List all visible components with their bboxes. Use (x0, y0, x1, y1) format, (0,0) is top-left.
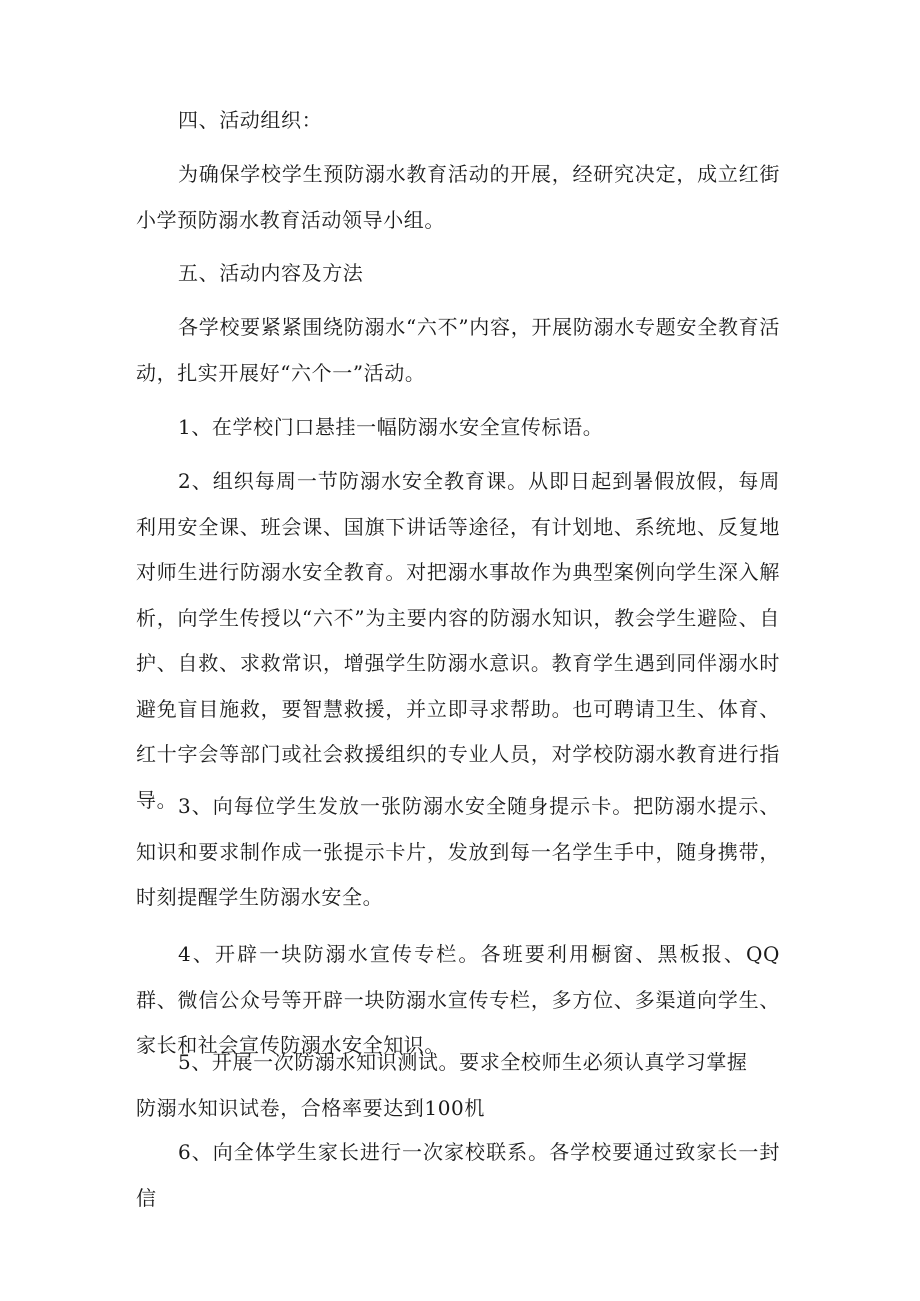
paragraph-leadership-group: 为确保学校学生预防溺水教育活动的开展，经研究决定，成立红街小学预防溺水教育活动领导小组。 (136, 162, 780, 232)
list-item-4-bulletin-board: 4、开辟一块防溺水宣传专栏。各班要利用橱窗、黑板报、QQ群、微信公众号等开辟一块防溺水宣传专栏，多方位、多渠道向学生、家长和社会宣传防溺水安全知识。 (136, 942, 780, 1057)
list-item-6-home-school-contact: 6、向全体学生家长进行一次家校联系。各学校要通过致家长一封信 (136, 1140, 780, 1210)
list-item-1-slogan: 1、在学校门口悬挂一幅防溺水安全宣传标语。 (178, 415, 604, 439)
list-item-5-line-1: 5、开展一次防溺水知识测试。要求全校师生必须认真学习掌握 (178, 1050, 748, 1074)
paragraph-six-no-six-one: 各学校要紧紧围绕防溺水“六不”内容，开展防溺水专题安全教育活动，扎实开展好“六个一”活动。 (136, 315, 780, 385)
list-item-5-knowledge-test (136, 1040, 780, 1131)
list-item-2-weekly-class: 2、组织每周一节防溺水安全教育课。从即日起到暑假放假，每周利用安全课、班会课、国旗下讲话等途径，有计划地、系统地、反复地对师生进行防溺水安全教育。对把溺水事故作为典型案例向学生深入解析，向学生传授以“六不”为主要内容的防溺水知识，教会学生避险、自护、自救、求救常识，增强学生防溺水意识。教育学生遇到同伴溺水时避免盲目施救，要智慧救援，并立即寻求帮助。也可聘请卫生、体育、红十字会等部门或社会救援组织的专业人员，对学校防溺水教育进行指导。 (136, 469, 780, 812)
section-heading-activity-organization: 四、活动组织： (178, 108, 323, 132)
list-item-5-line-2: 防溺水知识试卷，合格率要达到100机 (136, 1095, 485, 1120)
section-heading-content-methods: 五、活动内容及方法 (178, 261, 364, 285)
list-item-3-reminder-card: 3、向每位学生发放一张防溺水安全随身提示卡。把防溺水提示、知识和要求制作成一张提示卡片，发放到每一名学生手中，随身携带，时刻提醒学生防溺水安全。 (136, 794, 780, 909)
